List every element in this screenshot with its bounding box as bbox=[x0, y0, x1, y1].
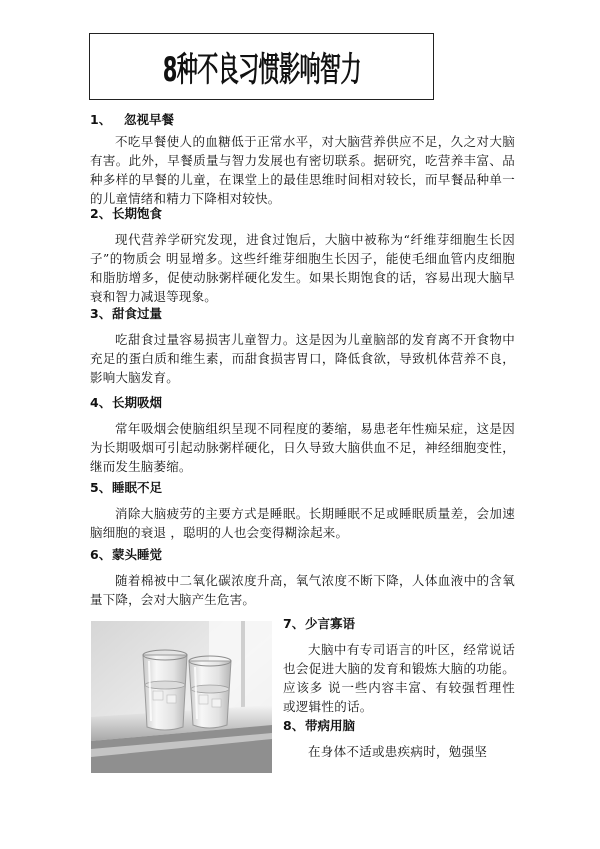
section-number: 6、 bbox=[90, 547, 112, 562]
section-heading bbox=[283, 718, 515, 734]
section-number: 8、 bbox=[283, 718, 305, 733]
section-4 bbox=[90, 395, 515, 476]
water-glasses-photo bbox=[91, 621, 272, 773]
section-heading bbox=[90, 112, 515, 128]
section-label: 忽视早餐 bbox=[124, 112, 175, 127]
title-box bbox=[89, 33, 434, 100]
section-number: 1、 bbox=[90, 112, 112, 127]
section-label: 带病用脑 bbox=[305, 718, 356, 733]
section-text: 在身体不适或患疾病时，勉强坚 bbox=[308, 744, 488, 759]
section-7 bbox=[283, 616, 515, 716]
section-text: 不吃早餐使人的血糖低于正常水平，对大脑营养供应不足，久之对大脑有害。此外，早餐质量与智力发展也有密切联系。据研究，吃营养丰富、品种多样的早餐的儿童，在课堂上的最佳思维时间相对较长，而早餐品种单一的儿童情绪和精力下降相对较快。 bbox=[90, 134, 515, 206]
section-heading bbox=[90, 480, 515, 496]
section-1 bbox=[90, 112, 515, 208]
section-text: 现代营养学研究发现，进食过饱后，大脑中被称为“纤维芽细胞生长因子”的物质会 明显增多。这些纤维芽细胞生长因子，能使毛细血管内皮细胞和脂肪增多，促使动脉粥样硬化发生。如果长期饱食的话，容易出现大脑早衰和智力减退等现象。 bbox=[90, 232, 515, 304]
section-text: 吃甜食过量容易损害儿童智力。这是因为儿童脑部的发育离不开食物中充足的蛋白质和维生素，而甜食损害胃口，降低食欲，导致机体营养不良，影响大脑发育。 bbox=[90, 332, 515, 385]
section-heading bbox=[90, 547, 515, 563]
section-heading bbox=[90, 206, 515, 222]
section-label: 蒙头睡觉 bbox=[112, 547, 163, 562]
section-8 bbox=[283, 718, 515, 761]
section-label: 长期饱食 bbox=[112, 206, 163, 221]
section-heading bbox=[90, 395, 515, 411]
section-number: 5、 bbox=[90, 480, 112, 495]
section-text: 大脑中有专司语言的叶区，经常说话也会促进大脑的发育和锻炼大脑的功能。应该多 说一些内容丰富、有较强哲理性或逻辑性的话。 bbox=[283, 642, 515, 714]
section-label: 甜食过量 bbox=[112, 306, 163, 321]
section-text: 消除大脑疲劳的主要方式是睡眠。长期睡眠不足或睡眠质量差，会加速脑细胞的衰退 ，聪明的人也会变得糊涂起来。 bbox=[90, 506, 515, 540]
section-text: 常年吸烟会使脑组织呈现不同程度的萎缩，易患老年性痴呆症，这是因为长期吸烟可引起动脉粥样硬化，日久导致大脑供血不足，神经细胞变性，继而发生脑萎缩。 bbox=[90, 421, 515, 474]
page-title: 8种不良习惯影响智力 bbox=[162, 50, 361, 90]
section-label: 长期吸烟 bbox=[112, 395, 163, 410]
section-3 bbox=[90, 306, 515, 387]
section-5 bbox=[90, 480, 515, 542]
section-number: 3、 bbox=[90, 306, 112, 321]
section-heading bbox=[90, 306, 515, 322]
section-number: 7、 bbox=[283, 616, 305, 631]
section-label: 睡眠不足 bbox=[112, 480, 163, 495]
section-2 bbox=[90, 206, 515, 306]
section-number: 2、 bbox=[90, 206, 112, 221]
section-number: 4、 bbox=[90, 395, 112, 410]
section-heading bbox=[283, 616, 515, 632]
glasses-photo-image bbox=[91, 621, 272, 773]
section-text: 随着棉被中二氧化碳浓度升高，氧气浓度不断下降，人体血液中的含氧量下降，会对大脑产生危害。 bbox=[90, 573, 515, 607]
section-6 bbox=[90, 547, 515, 609]
section-label: 少言寡语 bbox=[305, 616, 356, 631]
